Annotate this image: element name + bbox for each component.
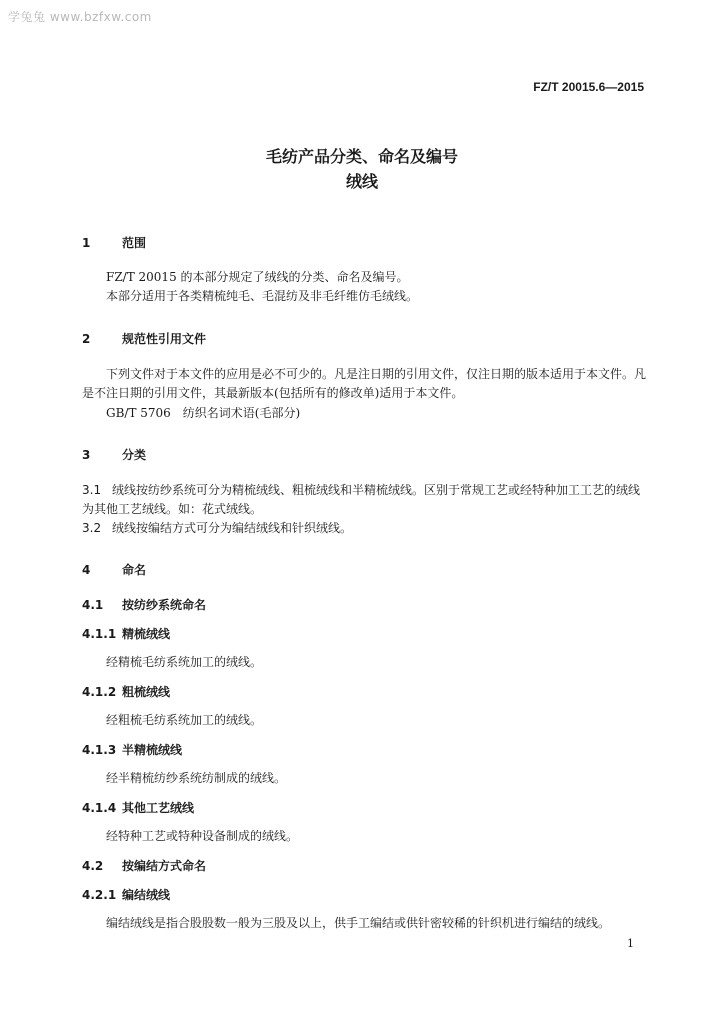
standard-id: FZ/T 20015.6—2015 — [533, 80, 644, 94]
section-title: 分类 — [122, 448, 147, 462]
definition-4-1-2: 经粗梳毛纺系统加工的绒线。 — [106, 713, 263, 727]
subsection-title: 其他工艺绒线 — [122, 801, 195, 815]
section-heading-1 — [82, 234, 146, 251]
subsection-title: 精梳绒线 — [122, 627, 171, 641]
subsection-4-2 — [82, 857, 206, 874]
section-number: 3 — [82, 448, 91, 462]
document-title: 毛纺产品分类、命名及编号 — [265, 147, 458, 166]
section-title: 范围 — [122, 236, 147, 250]
subsection-number: 4.1.1 — [82, 627, 117, 641]
section-heading-2 — [82, 330, 206, 347]
subsection-4-1-1 — [82, 625, 170, 642]
clause-text: 绒线按纺纱系统可分为精梳绒线、粗梳绒线和半精梳绒线。区别于常规工艺或经特种加工工艺的绒线为其他工艺绒线。如：花式绒线。 — [82, 483, 641, 516]
subsection-4-1 — [82, 596, 206, 613]
subsection-title: 半精梳绒线 — [122, 743, 183, 757]
clause-3-2 — [82, 519, 646, 538]
subsection-number: 4.1.2 — [82, 685, 117, 699]
section-title: 规范性引用文件 — [122, 332, 207, 346]
scope-paragraph-1: FZ/T 20015 的本部分规定了绒线的分类、命名及编号。 — [106, 270, 409, 284]
section-heading-3 — [82, 446, 146, 463]
definition-4-1-1: 经精梳毛纺系统加工的绒线。 — [106, 655, 263, 669]
subsection-number: 4.1 — [82, 598, 104, 612]
subsection-number: 4.2 — [82, 859, 104, 873]
definition-4-2-1: 编结绒线是指合股股数一般为三股及以上，供手工编结或供针密较稀的针织机进行编结的绒线。 — [106, 916, 611, 930]
subsection-number: 4.2.1 — [82, 888, 117, 902]
section-number: 2 — [82, 332, 91, 346]
subsection-title: 按编结方式命名 — [122, 859, 207, 873]
definition-4-1-4: 经特种工艺或特种设备制成的绒线。 — [106, 829, 299, 843]
section-number: 1 — [82, 236, 91, 250]
section-title: 命名 — [122, 563, 147, 577]
subsection-title: 编结绒线 — [122, 888, 171, 902]
subsection-4-1-4 — [82, 799, 194, 816]
subsection-4-1-3 — [82, 741, 182, 758]
subsection-number: 4.1.4 — [82, 801, 117, 815]
section-number: 4 — [82, 563, 91, 577]
subsection-title: 粗梳绒线 — [122, 685, 171, 699]
subsection-number: 4.1.3 — [82, 743, 117, 757]
page-number: 1 — [627, 937, 634, 950]
clause-3-1 — [82, 481, 646, 519]
clause-text: 绒线按编结方式可分为编结绒线和针织绒线。 — [112, 521, 353, 535]
section-heading-4 — [82, 561, 146, 578]
document-subtitle: 绒线 — [345, 172, 378, 191]
clause-number: 3.1 — [82, 483, 102, 497]
scope-paragraph-2: 本部分适用于各类精梳纯毛、毛混纺及非毛纤维仿毛绒线。 — [106, 289, 419, 303]
reference-paragraph: 下列文件对于本文件的应用是必不可少的。凡是注日期的引用文件，仅注日期的版本适用于本文件。凡是不注日期的引用文件，其最新版本(包括所有的修改单)适用于本文件。 — [82, 367, 647, 400]
reference-item: GB/T 5706 纺织名词术语(毛部分) — [106, 406, 301, 420]
subsection-title: 按纺纱系统命名 — [122, 598, 207, 612]
clause-number: 3.2 — [82, 521, 102, 535]
subsection-4-2-1 — [82, 886, 170, 903]
subsection-4-1-2 — [82, 683, 170, 700]
definition-4-1-3: 经半精梳纺纱系统纺制成的绒线。 — [106, 771, 287, 785]
watermark-text: 学兔兔 www.bzfxw.com — [8, 10, 152, 24]
